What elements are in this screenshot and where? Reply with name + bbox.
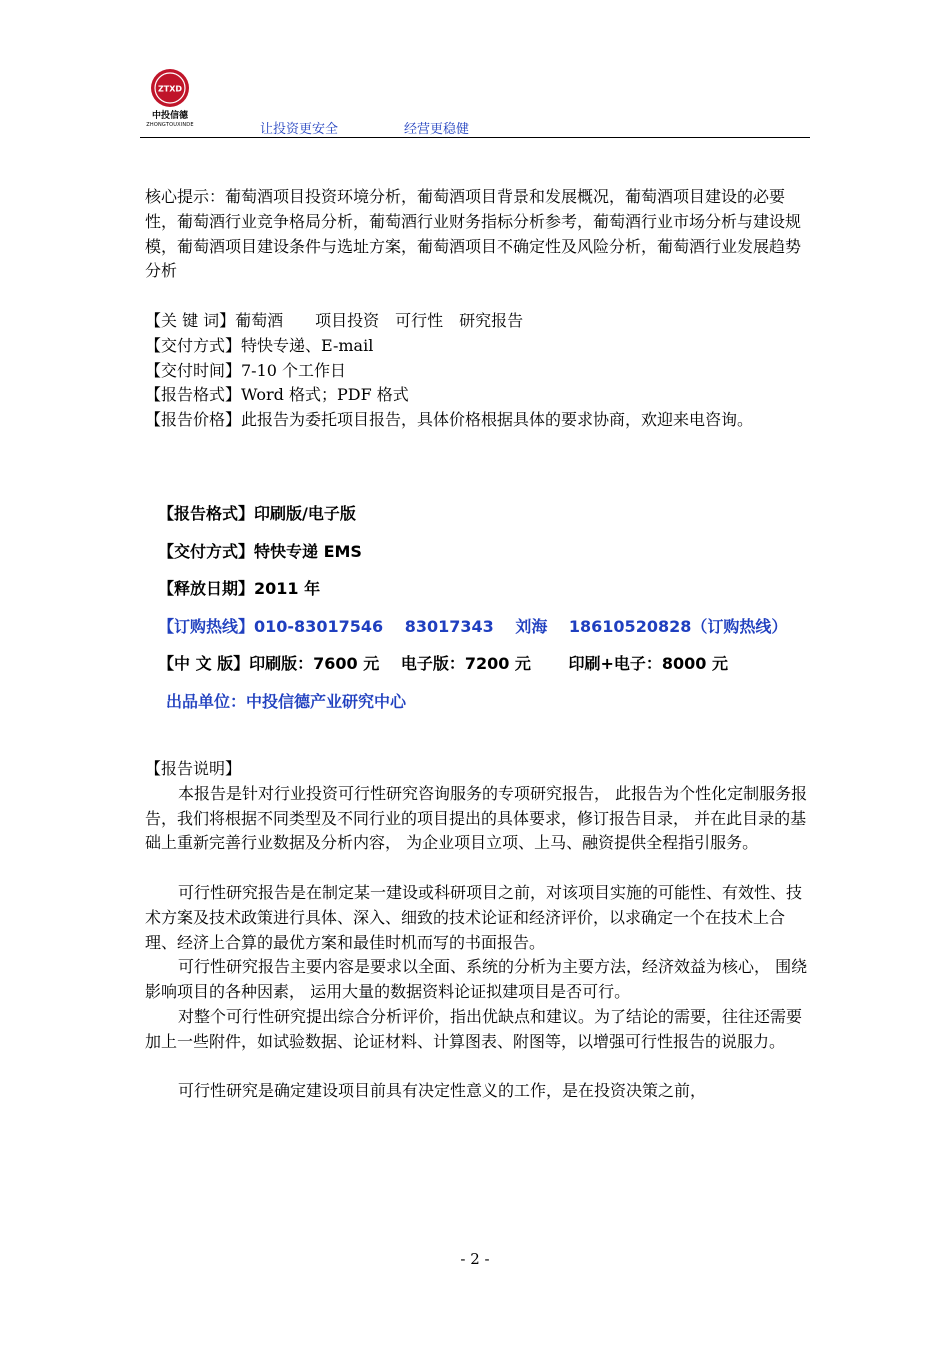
info-publisher: 出品单位：中投信德产业研究中心 [166,691,407,711]
hotline-label: 【订购热线】 [158,616,255,636]
summary-text: 核心提示：葡萄酒项目投资环境分析，葡萄酒项目背景和发展概况，葡萄酒项目建设的必要性，葡萄酒行业竞争格局分析，葡萄酒行业财务指标分析参考，葡萄酒行业市场分析与建设规模，葡萄酒项目建设条件与选址方案，葡萄酒项目不确定性及风险分析，葡萄酒行业发展趋势分析 [145,187,802,281]
meta-delivery: 【交付方式】特快专递、E-mail [145,335,374,355]
header-slogan-2: 经营更稳健 [404,122,470,137]
logo-mark: ZTXD [157,84,183,94]
hotline-value: 010-83017546 83017343 刘海 18610520828（订购热线） [254,616,788,636]
report-para-3: 可行性研究报告主要内容是要求以全面、系统的分析为主要方法，经济效益为核心， 围绕影响项目的各种因素， 运用大量的数据资料论证拟建项目是否可行。 [145,957,808,1002]
report-para-2: 可行性研究报告是在制定某一建设或科研项目之前，对该项目实施的可能性、有效性、技术方案及技术政策进行具体、深入、细致的技术论证和经济评价，以求确定一个在技术上合理、经济上合算的最优方案和最佳时机而写的书面报告。 [145,882,803,952]
report-para-1: 本报告是针对行业投资可行性研究咨询服务的专项研究报告， 此报告为个性化定制服务报告，我们将根据不同类型及不同行业的项目提出的具体要求，修订报告目录， 并在此目录的基础上重新完善行业数据及分析内容， 为企业项目立项、上马、融资提供全程指引服务。 [145,783,808,853]
info-hotline [158,608,798,646]
meta-format: 【报告格式】Word 格式；PDF 格式 [145,385,409,405]
meta-keywords: 【关 键 词】葡萄酒 项目投资 可行性 研究报告 [145,311,524,330]
header-divider [140,137,810,138]
order-info-box [158,495,798,720]
page-number: - 2 - [460,1250,490,1268]
header-slogan-1: 让投资更安全 [260,122,339,137]
meta-section [145,309,810,433]
meta-price: 【报告价格】此报告为委托项目报告，具体价格根据具体的要求协商，欢迎来电咨询。 [145,410,754,430]
info-delivery: 【交付方式】特快专递 EMS [158,541,362,561]
meta-delivery-time: 【交付时间】7-10 个工作日 [145,360,347,380]
logo-subtitle: ZHONGTOUXINDE [146,122,194,128]
info-edition: 【中 文 版】印刷版：7600 元 电子版：7200 元 印刷+电子：8000 元 [158,654,728,673]
report-para-4: 对整个可行性研究提出综合分析评价，指出优缺点和建议。为了结论的需要，往往还需要加上一些附件，如试验数据、论证材料、计算图表、附图等，以增强可行性报告的说服力。 [145,1006,803,1051]
report-heading: 【报告说明】 [145,759,242,778]
report-description [145,757,810,1104]
info-format: 【报告格式】印刷版/电子版 [158,504,356,523]
logo-brand-text: 中投信德 [151,111,188,121]
info-release: 【释放日期】2011 年 [158,579,321,598]
report-para-5: 可行性研究是确定建设项目前具有决定性意义的工作，是在投资决策之前， [178,1081,707,1101]
summary-section [145,185,810,284]
